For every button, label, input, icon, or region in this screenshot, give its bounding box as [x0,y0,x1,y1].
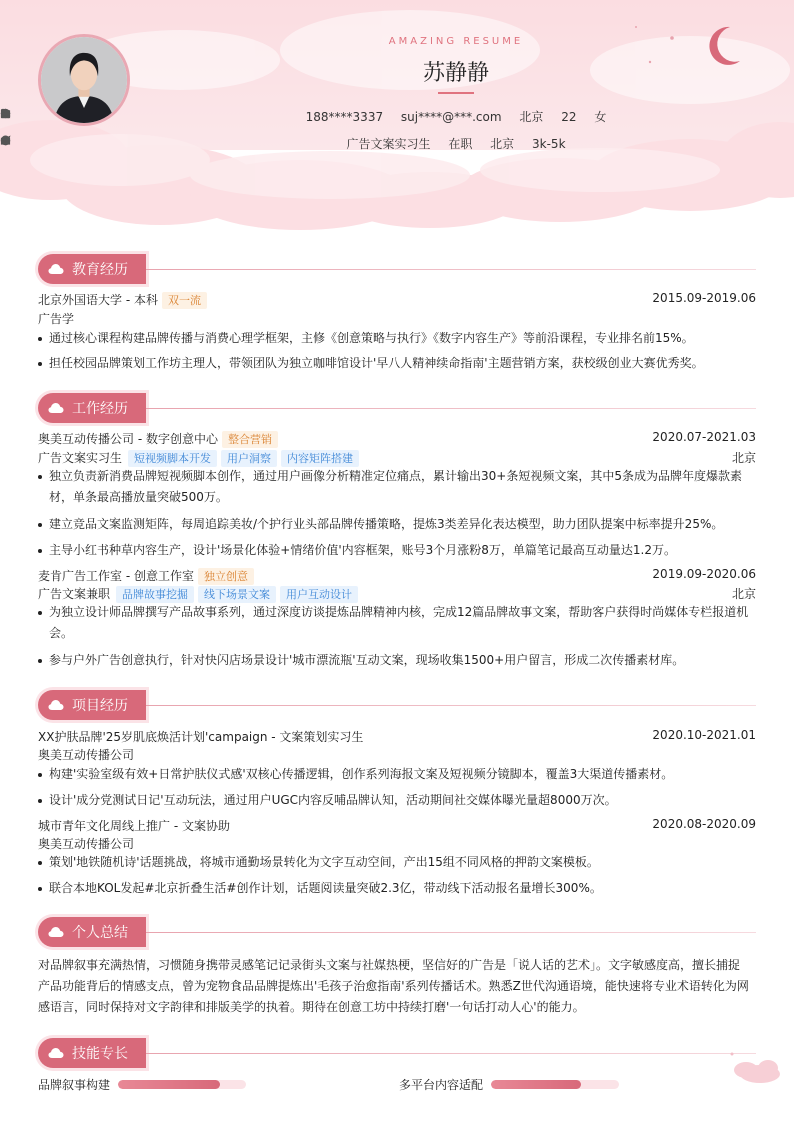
cloud-icon [48,1047,64,1059]
education-bullet: 担任校园品牌策划工作坊主理人，带领团队为独立咖啡馆设计'早八人精神续命指南'主题营销方案，获校级创业大赛优秀奖。 [38,353,756,374]
job-status-text: 在职 [448,137,473,151]
role-tag: 用户互动设计 [280,586,358,603]
email-item [401,110,502,124]
section-title-education [38,254,146,284]
section-title-work [38,393,146,423]
role-tag: 线下场景文案 [198,586,276,603]
star-icon [635,26,637,28]
school-tag: 双一流 [162,292,207,309]
school-name: 北京外国语大学 - 本科 [38,293,158,307]
section-title-project [38,690,146,720]
target-city-item [490,135,514,152]
project-header [38,728,756,745]
skill-item [399,1076,619,1093]
job-role: 广告文案兼职 [38,587,111,601]
salary-text: 3k-5k [532,137,566,151]
job-role: 广告文案实习生 [38,451,123,465]
skill-name: 品牌叙事构建 [38,1078,111,1092]
smile-icon [0,108,11,119]
company-tag: 独立创意 [198,568,254,585]
target-position-item [346,135,430,152]
section-divider [146,269,756,270]
skill-bar [118,1080,246,1089]
age-text: 22 [561,110,577,124]
work-bullet: 主导小红书种草内容生产，设计'场景化体验+情绪价值'内容框架，账号3个月涨粉8万，单篇笔记最高互动量达1.2万。 [38,540,756,561]
work-city: 北京 [731,451,756,465]
education-bullet: 通过核心课程构建品牌传播与消费心理学框架，主修《创意策略与执行》《数字内容生产》等前沿课程，专业排名前15%。 [38,328,756,349]
resume-tagline: AMAZING RESUME [388,36,524,47]
section-title-text: 个人总结 [72,925,128,941]
project-title: 城市青年文化周线上推广 - 文案协助 [38,819,230,833]
work-role-row [38,449,756,467]
project-bullet: 设计'成分党测试日记'互动玩法，通过用户UGC内容反哺品牌认知，活动期间社交媒体曝光量超8000万次。 [38,790,756,811]
company-name: 麦肯广告工作室 - 创意工作室 [38,569,194,583]
work-header [38,430,756,448]
project-title: XX护肤品牌'25岁肌底焕活计划'campaign - 文案策划实习生 [38,730,364,744]
summary-line: 产品功能背后的情感支点，曾为宠物食品品牌提炼出'毛孩子治愈指南'系列传播话术。熟悉Z世代沟通语境，能快速将专业术语转化为网 [38,979,749,993]
cloud-icon [48,699,64,711]
education-date: 2015.09-2019.06 [652,291,756,305]
project-bullet: 联合本地KOL发起#北京折叠生活#创作计划，话题阅读量突破2.3亿，带动线下活动报名量增长300%。 [38,878,756,899]
money-icon [0,135,11,146]
section-title-text: 项目经历 [72,698,128,714]
project-bullet: 构建'实验室级有效+日常护肤仪式感'双核心传播逻辑，创作系列海报文案及短视频分镜脚本，覆盖3大渠道传播素材。 [38,764,756,785]
project-org: 奥美互动传播公司 [38,837,135,851]
education-section [38,254,756,374]
work-bullet: 为独立设计师品牌撰写产品故事系列，通过深度访谈提炼品牌精神内核，完成12篇品牌故事文案，帮助客户获得时尚媒体专栏报道机会。 [38,602,756,644]
phone-text: 188****3337 [305,110,384,124]
company-tag: 整合营销 [222,431,278,448]
work-date: 2020.07-2021.03 [652,430,756,444]
skill-bar-fill [491,1080,581,1089]
job-status-item [448,135,472,152]
project-date: 2020.10-2021.01 [652,728,756,742]
project-date: 2020.08-2020.09 [652,817,756,831]
section-divider [146,932,756,933]
target-city-text: 北京 [490,137,515,151]
work-bullet: 参与户外广告创意执行，针对快闪店场景设计'城市漂流瓶'互动文案，现场收集1500+用户留言，形成二次传播素材库。 [38,650,756,671]
residence-text: 北京 [519,110,544,124]
role-tag: 用户洞察 [221,450,277,467]
project-bullet: 策划'地铁随机诗'话题挑战，将城市通勤场景转化为文字互动空间，产出15组不同风格的押韵文案模板。 [38,852,756,873]
candidate-name: 苏静静 [422,61,489,86]
education-header [38,291,756,309]
project-section [38,690,756,905]
gender-item [594,108,606,125]
cloud-icon [48,263,64,275]
email-text: suj****@***.com [400,110,502,124]
section-divider [146,705,756,706]
company-name: 奥美互动传播公司 - 数字创意中心 [38,432,218,446]
contact-row [0,108,794,125]
section-title-summary [38,917,146,947]
target-position-text: 广告文案实习生 [346,137,431,151]
section-title-text: 工作经历 [72,401,128,417]
skill-item [38,1076,246,1093]
section-divider [146,408,756,409]
gender-text: 女 [594,110,607,124]
job-intent-row [0,135,794,152]
name-underline [438,92,474,94]
work-header [38,567,756,585]
age-item [561,110,576,124]
summary-section [38,917,756,1027]
section-divider [146,1053,756,1054]
work-bullet: 建立竞品文案监测矩阵，每周追踪美妆/个护行业头部品牌传播策略，提炼3类差异化表达模型，助力团队提案中标率提升25%。 [38,514,756,535]
work-role-row [38,585,756,603]
skill-bar [491,1080,619,1089]
work-date: 2019.09-2020.06 [652,567,756,581]
section-title-text: 教育经历 [72,262,128,278]
salary-item [532,137,566,151]
work-section [38,393,756,678]
residence-item [519,108,543,125]
skill-bar-fill [118,1080,220,1089]
cloud-icon [48,402,64,414]
role-tag: 品牌故事挖掘 [116,586,194,603]
role-tag: 短视频脚本开发 [128,450,217,467]
resume-header [0,0,794,235]
section-title-skills [38,1038,146,1068]
role-tag: 内容矩阵搭建 [281,450,359,467]
summary-line: 对品牌叙事充满热情，习惯随身携带灵感笔记记录街头文案与社媒热梗，坚信好的广告是「说人话的艺术」。文字敏感度高，擅长捕捉 [38,958,741,972]
education-major: 广告学 [38,312,75,326]
work-city: 北京 [731,587,756,601]
project-org: 奥美互动传播公司 [38,748,135,762]
summary-line: 感语言，同时保持对文字韵律和排版美学的执着。期待在创意工坊中持续打磨'一句话打动人心'的能力。 [38,1000,585,1014]
phone-item [306,110,383,124]
work-bullet: 独立负责新消费品牌短视频脚本创作，通过用户画像分析精准定位痛点，累计输出30+条短视频文案，其中5条成为品牌年度爆款素材，单条最高播放量突破500万。 [38,466,756,508]
skills-section [38,1038,756,1098]
cloud-decoration-icon [728,1050,786,1086]
skill-name: 多平台内容适配 [399,1078,484,1092]
project-header [38,817,756,834]
cloud-icon [48,926,64,938]
section-title-text: 技能专长 [72,1046,128,1062]
